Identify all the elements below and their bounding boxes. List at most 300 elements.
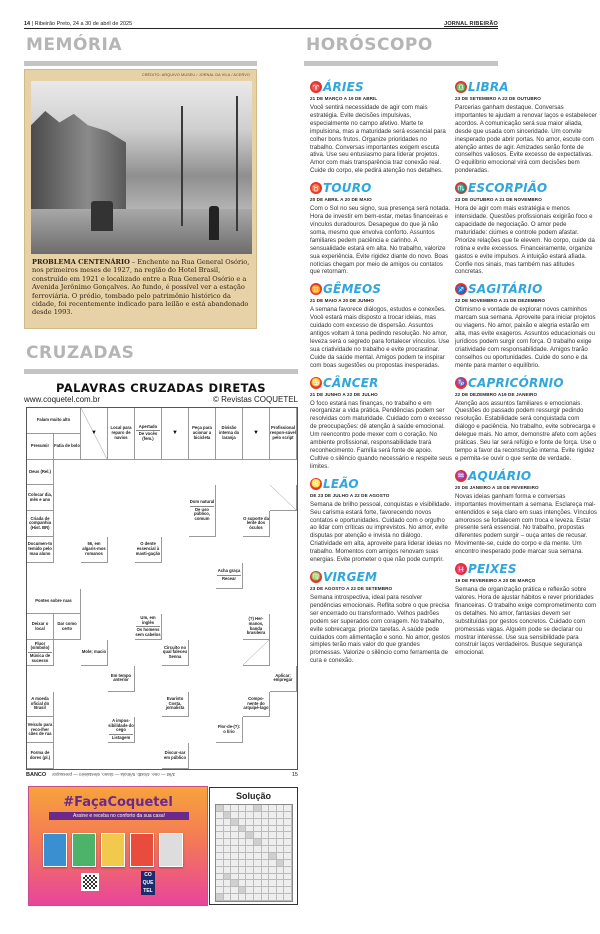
- solution-cell: [277, 894, 285, 901]
- solution-cell: [277, 839, 285, 846]
- sign-name: ESCORPIÃO: [468, 181, 548, 196]
- historic-photo: [31, 81, 252, 254]
- solution-cell: [231, 832, 239, 839]
- solution-cell: [262, 839, 270, 846]
- clue-cell: [54, 434, 81, 460]
- sign-entry: [455, 282, 597, 369]
- clue-cell: [270, 408, 297, 460]
- solution-cell: [277, 887, 285, 894]
- sign-header: [310, 181, 452, 195]
- clue-cell: [27, 537, 54, 563]
- magazine-cover: [43, 833, 67, 867]
- sign-dates: 22 DE DEZEMBRO A19 DE JANEIRO: [455, 391, 538, 397]
- solution-cell: [231, 819, 239, 826]
- clue-text: A impos-sibilidade do cego: [108, 718, 134, 733]
- solution-cell: [277, 874, 285, 881]
- clue-text: Apertado: [138, 423, 158, 429]
- solution-cell: [239, 894, 247, 901]
- crossword-copyright: © Revistas COQUETEL: [212, 395, 298, 404]
- memoria-divider: [24, 61, 257, 66]
- solution-cell: [269, 846, 277, 853]
- solution-cell: [254, 819, 262, 826]
- clue-text: Discur-sar em público: [163, 750, 187, 760]
- photo-credit: CRÉDITO: ARQUIVO MUSEU / JORNAL DA VILA / ACERVO: [141, 73, 250, 77]
- solution-cell: [216, 819, 224, 826]
- clue-cell: [135, 614, 162, 640]
- solution-cell: [231, 867, 239, 874]
- caption-text: – Enchente na Rua General Osório, nos primeiros meses de 1927, na região do Hotel Brasil, construído em 1921 e localizado entre a Rua General Osório e a Avenida Jerônimo Gonçalves. Ao fundo, é possível ver a estação ferroviária. O prédio, tombado pelo patrimônio histórico da cidade, foi recentemente indicado para leilão e está abandonado desde 1993.: [32, 258, 250, 317]
- solution-cell: [216, 846, 224, 853]
- solution-cell: [246, 826, 254, 833]
- sign-dates: 21 DE JUNHO A 22 DE JULHO: [310, 391, 378, 397]
- photo-pole: [236, 96, 238, 231]
- solution-cell: [239, 887, 247, 894]
- capricorn-icon: ♑: [456, 378, 466, 388]
- photo-pole: [181, 106, 183, 226]
- solution-cell: [246, 853, 254, 860]
- sign-name: LIBRA: [468, 80, 509, 94]
- sign-name: CÂNCER: [323, 375, 379, 390]
- solution-cell: [262, 819, 270, 826]
- solution-cell: [239, 826, 247, 833]
- solution-cell: [254, 826, 262, 833]
- solution-cell: [284, 860, 292, 867]
- solution-cell: [246, 805, 254, 812]
- clue-cell: [108, 408, 135, 460]
- sign-forecast: Semana introspectiva, ideal para resolver pendências emocionais. Reflita sobre o que precisa ser encerrado ou transformado. Velhos padrões podem ser superados com coragem. No trabalho, evite sobrecarga: priorize tarefas. A saúde pede cuidados com alimentação e sono. No amor, gestos simples terão mais valor do que grandes promessas. Valorize o silêncio como ferramenta de cura e conexão.: [310, 593, 450, 665]
- solution-cell: [224, 867, 232, 874]
- sign-entry: [455, 181, 597, 276]
- sign-entry: [455, 562, 597, 657]
- clue-text: Forma de dores (pl.): [29, 750, 51, 760]
- clue-text: Música de sucesso: [29, 652, 51, 663]
- solution-cell: [269, 860, 277, 867]
- solution-cell: [246, 846, 254, 853]
- sign-header: [310, 570, 452, 584]
- sign-forecast: Você sentirá necessidade de agir com mais estratégia. Evite decisões impulsivas, especialmente no campo afetivo. Marte te impulsiona, mas a maturidade será essencial para colher bons frutos. Organize prioridades no trabalho. Conversas importantes exigem escuta ativa. Use seu entusiasmo para liderar projetos. Amor com mais transparência traz conexão real. Cuide do corpo, ele pedirá atenção nos detalhes.: [310, 104, 446, 175]
- sign-name: ÁRIES: [323, 80, 364, 94]
- clue-cell: [243, 692, 270, 718]
- solution-cell: [269, 880, 277, 887]
- clue-text: Profissional respon-sável pelo script: [270, 425, 296, 440]
- edition-date: Ribeirão Preto, 24 a 30 de abril de 2025: [34, 21, 133, 27]
- solution-cell: [216, 853, 224, 860]
- clue-text: 56, em algaris-mos romanos: [82, 541, 106, 556]
- clue-text: Fluor (símbolo): [30, 640, 50, 651]
- sign-name: AQUÁRIO: [468, 468, 532, 483]
- divider-cell: [270, 485, 297, 511]
- photo-caption: [32, 258, 252, 317]
- clue-text: Peça para acionar a bicicleta: [192, 425, 212, 440]
- photo-person: [209, 206, 219, 240]
- solution-cell: [246, 874, 254, 881]
- sign-name: PEIXES: [468, 562, 517, 577]
- solution-cell: [262, 887, 270, 894]
- solution-cell: [216, 812, 224, 819]
- sign-forecast: Com o Sol no seu signo, sua presença será notada. Hora de investir em bem-estar, metas financeiras e vínculos duradouros. Desapegue do que já não soma, mesmo que envolva conforto. Assuntos familiares pedem paciência e carinho. A sensualidade estará em alta. No trabalho, valorize sua experiência. Evite rigidez diante do novo. Boas notícias chegam por meio de amigos ou contatos que retornam.: [310, 205, 451, 276]
- solution-cell: [284, 832, 292, 839]
- sign-dates: 23 DE OUTUBRO A 21 DE NOVEMBRO: [455, 197, 542, 203]
- qr-code-icon[interactable]: [81, 873, 99, 891]
- crossword-website: www.coquetel.com.br: [24, 395, 101, 404]
- solution-cell: [262, 860, 270, 867]
- taurus-icon: ♉: [311, 183, 321, 193]
- solution-cell: [254, 867, 262, 874]
- scorpio-icon: ♏: [456, 183, 466, 193]
- solution-cell: [254, 839, 262, 846]
- gemini-icon: ♊: [311, 284, 321, 294]
- solution-cell: [262, 880, 270, 887]
- sign-forecast: Semana de organização prática e reflexão sobre valores. Hora de ajustar hábitos e rever prioridades financeiras. O trabalho exige comprometimento com os detalhes. No amor, fantasias devem ser substituídas por gestos concretos. Cuidado com promessas vagas. Alguém pode se declarar ou mostrar interesse. Use sua sensibilidade para construir laços verdadeiros. Busque segurança emocional.: [455, 586, 597, 657]
- solution-cell: [239, 853, 247, 860]
- crossword-solution: [209, 787, 298, 905]
- solution-cell: [224, 853, 232, 860]
- solution-cell: [254, 874, 262, 881]
- solution-cell: [231, 812, 239, 819]
- solution-cell: [246, 832, 254, 839]
- horoscopo-title: HORÓSCOPO: [306, 35, 433, 55]
- solution-cell: [254, 853, 262, 860]
- solution-cell: [246, 819, 254, 826]
- clue-cell: [108, 717, 135, 743]
- sign-forecast: Hora de agir com mais estratégia e menos intensidade. Questões profissionais exigirão foco e capacidade de negociação. O amor pede maturidade: ciúmes e controle podem afastar. Priorize relações que te elevem. No corpo, cuide da rotina e evite excessos. Financeiramente, organize gastos e evite impulsos. A intuição estará afiada. Confie nos sinais, mas também nas atitudes concretas.: [455, 205, 595, 276]
- memoria-photo-frame: [24, 69, 257, 329]
- solution-cell: [277, 832, 285, 839]
- clue-text: Em tempo anterior: [110, 672, 132, 683]
- sign-entry: [310, 570, 452, 665]
- ad-tagline: Assine e receba no conforto da sua casa!: [49, 812, 189, 820]
- solution-cell: [246, 887, 254, 894]
- sign-header: [455, 469, 597, 483]
- clue-cell: [27, 434, 54, 460]
- clue-text: Documen-to temido pelo mau aluno: [27, 541, 53, 556]
- crossword-grid: [26, 407, 298, 770]
- solution-cell: [239, 867, 247, 874]
- solution-cell: [262, 894, 270, 901]
- sign-forecast: O foco estará nas finanças, no trabalho e em reorganizar a vida prática. Pendências podem ser resolvidas com maturidade. Cuidado com o excesso de preocupações: dê atenção à saúde emocional. Um reencontro pode mexer com o coração. No ambiente profissional, responsabilidade trará reconhecimento. Família será fonte de apoio. Cultive o silêncio quando necessário e respeite seus limites.: [310, 399, 452, 470]
- sign-header: [310, 376, 452, 390]
- solution-cell: [254, 887, 262, 894]
- clue-cell: [81, 640, 108, 666]
- clue-text: Flor-de-(?): o lírio: [217, 724, 241, 734]
- sign-entry: [310, 181, 452, 276]
- clue-cell: [27, 640, 54, 666]
- clue-text: Evaristo Costa, jornalista: [165, 696, 185, 711]
- clue-text: Os homens sem cabelos: [135, 627, 161, 637]
- clue-cell: [162, 692, 189, 718]
- solution-cell: [254, 846, 262, 853]
- solution-cell: [239, 846, 247, 853]
- solution-cell: [284, 839, 292, 846]
- solution-cell: [277, 819, 285, 826]
- solution-cell: [262, 874, 270, 881]
- solution-cell: [262, 805, 270, 812]
- clue-text: (?) Her-manos, banda brasileira: [246, 616, 266, 636]
- magazine-cover: [72, 833, 96, 867]
- solution-cell: [216, 887, 224, 894]
- solution-cell: [284, 867, 292, 874]
- sign-forecast: Atenção aos assuntos familiares e emocionais. Questões do passado podem ressurgir pedindo resolução. Estabilidade será conquistada com diálogo e paciência. No trabalho, evite sobrecarga e delegue mais. No amor, demonstre afeto com ações práticas. Seu lar será refúgio e fonte de força. Use o tempo a favor da reconstrução interna. Evite rigidez e permita-se ouvir o que sente de verdade.: [455, 399, 597, 462]
- sign-forecast: Novas ideias ganham forma e conversas importantes movimentam a semana. Esclareça mal-entendidos e seja claro em suas intenções. Vínculos amorosos se fortalecem com troca e leveza. Estar presente será essencial. No trabalho, propostas diferentes podem surgir – ouça antes de recusar. Movimente-se, cuide do corpo e da mente. Um encontro inesperado pode marcar sua semana.: [455, 492, 597, 556]
- clue-text: Falam muito alto: [36, 417, 71, 423]
- clue-text: O dente essencial à masti-gação: [135, 541, 161, 556]
- horoscope-column-right: [455, 80, 597, 663]
- clue-cell: [243, 614, 270, 640]
- solution-cell: [216, 832, 224, 839]
- clue-cell: [27, 717, 54, 743]
- sign-forecast: Otimismo e vontade de explorar novos caminhos marcam sua semana. Aproveite para iniciar projetos ou viagens. No amor, paixão e alegria estarão em alta, mas evite exageros. Assuntos educacionais ou jurídicos podem surgir com força. O trabalho exige criatividade com responsabilidade. Amigos trarão conselhos ou oportunidades. Cuide do sono e da mente para manter o equilíbrio.: [455, 306, 596, 369]
- sign-name: SAGITÁRIO: [468, 282, 543, 297]
- clue-text: Acha graça: [217, 568, 241, 573]
- sign-header: [455, 80, 597, 94]
- clue-text: Mole; macio: [81, 649, 107, 655]
- solution-cell: [224, 880, 232, 887]
- libra-icon: ♎: [456, 82, 466, 92]
- memoria-title: MEMÓRIA: [26, 35, 122, 55]
- horoscopo-divider: [304, 61, 498, 66]
- solution-cell: [262, 812, 270, 819]
- clue-text: Local para reparo de navios: [110, 425, 132, 440]
- solution-cell: [262, 832, 270, 839]
- clue-cell: [162, 640, 189, 666]
- solution-cell: [224, 832, 232, 839]
- solution-cell: [277, 846, 285, 853]
- solution-cell: [269, 819, 277, 826]
- solution-cell: [284, 846, 292, 853]
- solution-cell: [254, 860, 262, 867]
- sign-name: TOURO: [323, 181, 372, 196]
- solution-cell: [216, 867, 224, 874]
- solution-cell: [216, 880, 224, 887]
- solution-cell: [231, 839, 239, 846]
- solution-cell: [284, 805, 292, 812]
- magazine-cover: [159, 833, 183, 867]
- arrow-down-icon: ▼: [172, 430, 178, 437]
- solution-cell: [239, 839, 247, 846]
- solution-title: Solução: [235, 791, 271, 801]
- crossword-title: PALAVRAS CRUZADAS DIRETAS: [56, 381, 266, 395]
- solution-cell: [231, 887, 239, 894]
- clue-text: Veículo para reco-lher cães de rua: [27, 721, 53, 737]
- sign-header: [455, 376, 597, 390]
- clue-text: Aplicar; empregar: [273, 672, 293, 683]
- solution-cell: [284, 826, 292, 833]
- solution-cell: [224, 839, 232, 846]
- clue-cell: [81, 408, 108, 460]
- solution-cell: [231, 846, 239, 853]
- clue-text: De uso público, comum: [193, 506, 211, 521]
- solution-cell: [224, 812, 232, 819]
- solution-cell: [246, 880, 254, 887]
- sign-name: LEÃO: [323, 476, 359, 491]
- aquarius-icon: ♒: [456, 471, 466, 481]
- clue-cell: [27, 408, 81, 434]
- solution-cell: [224, 826, 232, 833]
- solution-cell: [239, 880, 247, 887]
- coquetel-ad[interactable]: [28, 786, 208, 906]
- sign-entry: [310, 282, 452, 369]
- solution-cell: [284, 819, 292, 826]
- clue-text: Listagem: [111, 734, 131, 740]
- clue-cell: [81, 537, 108, 563]
- sign-forecast: A semana favorece diálogos, estudos e conexões. Você estará mais disposto a trocar ideias, mas cuidado com excesso de dispersão. Assuntos antigos voltam à tona pedindo resolução. No amor, leveza será o segredo para fortalecer vínculos. Use sua criatividade no trabalho e evite procrastinar. Cuide da saúde mental. Amigos podem te inspirar com boas sugestões ou propostas inesperadas.: [310, 306, 450, 369]
- clue-text: Presumir: [30, 442, 50, 448]
- sign-dates: 23 DE AGOSTO A 22 DE SETEMBRO: [310, 585, 393, 591]
- clue-cell: [162, 408, 189, 460]
- solution-cell: [239, 812, 247, 819]
- sign-name: GÊMEOS: [323, 282, 382, 297]
- sign-entry: [310, 477, 452, 564]
- clue-text: Recear: [222, 575, 236, 581]
- solution-cell: [269, 812, 277, 819]
- solution-cell: [254, 832, 262, 839]
- solution-cell: [277, 853, 285, 860]
- sign-dates: 19 DE FEVEREIRO A 20 DE MARÇO: [455, 578, 536, 584]
- virgo-icon: ♍: [311, 572, 321, 582]
- clue-cell: [27, 460, 54, 486]
- solution-cell: [231, 874, 239, 881]
- solution-cell: [216, 894, 224, 901]
- clue-text: Compo-nente do arquipé-lago: [243, 696, 269, 711]
- sign-entry: [455, 469, 597, 556]
- solution-cell: [246, 867, 254, 874]
- solution-cell: [269, 805, 277, 812]
- solution-cell: [239, 874, 247, 881]
- solution-cell: [216, 805, 224, 812]
- sign-dates: 20 DE ABRIL A 20 DE MAIO: [310, 197, 372, 203]
- solution-grid: [215, 804, 293, 902]
- solution-cell: [284, 887, 292, 894]
- sign-header: [310, 477, 452, 491]
- solution-cell: [239, 805, 247, 812]
- solution-cell: [231, 826, 239, 833]
- solution-cell: [277, 860, 285, 867]
- sign-header: [455, 282, 597, 296]
- clue-cell: [27, 485, 54, 511]
- sign-name: CAPRICÓRNIO: [468, 375, 564, 390]
- clue-text: Colocar dia, mês e ano: [28, 492, 52, 502]
- newspaper-brand: JORNAL RIBEIRÃO: [444, 21, 498, 27]
- solution-cell: [254, 894, 262, 901]
- banco-label: BANCO: [26, 772, 47, 778]
- clue-cell: [54, 614, 81, 640]
- solution-cell: [231, 853, 239, 860]
- clue-text: Divisão interna da laranja: [218, 425, 239, 440]
- clue-cell: [189, 408, 216, 460]
- clue-cell: [27, 614, 54, 640]
- sign-header: [310, 80, 452, 94]
- sign-entry: [310, 376, 452, 471]
- solution-cell: [284, 812, 292, 819]
- solution-cell: [277, 805, 285, 812]
- solution-cell: [224, 805, 232, 812]
- solution-cell: [224, 846, 232, 853]
- clue-text: Criada de companhia (Hist. BR): [28, 515, 52, 530]
- page-info: 14 | Ribeirão Preto, 24 a 30 de abril de 2025: [24, 21, 133, 27]
- sign-header: [455, 181, 597, 195]
- magazine-covers: [43, 833, 183, 867]
- sign-dates: 21 DE MARÇO A 19 DE ABRIL: [310, 96, 378, 101]
- page-reference: 15: [291, 772, 298, 778]
- divider-cell: [243, 640, 270, 666]
- sign-dates: 20 DE JANEIRO A 18 DE FEVEREIRO: [455, 484, 539, 490]
- clue-text: De vocês (fem.): [138, 431, 158, 442]
- solution-cell: [284, 880, 292, 887]
- solution-cell: [269, 874, 277, 881]
- solution-cell: [224, 874, 232, 881]
- solution-cell: [284, 894, 292, 901]
- solution-cell: [269, 894, 277, 901]
- page-number: 14: [24, 21, 31, 27]
- clue-cell: [162, 743, 189, 769]
- solution-cell: [231, 894, 239, 901]
- sign-header: [310, 282, 452, 296]
- solution-cell: [246, 894, 254, 901]
- clue-cell: [243, 408, 270, 460]
- solution-cell: [239, 832, 247, 839]
- sign-forecast: Semana de brilho pessoal, conquistas e visibilidade. Seu carisma estará forte, favorecendo novos contatos e oportunidades. Cuidado com o orgulho ao lidar com críticas ou imprevistos. No amor, evite disputas por atenção e invista no diálogo. Criatividade em alta, aproveite para liderar ideias no trabalho. Momentos com amigos renovam suas energias. Evite prometer o que não pode cumprir.: [310, 500, 452, 564]
- clue-text: Circuito no qual faleceu Senna: [162, 644, 188, 659]
- clue-cell: [108, 666, 135, 692]
- solution-cell: [269, 867, 277, 874]
- solution-cell: [231, 805, 239, 812]
- clue-cell: [216, 408, 243, 460]
- solution-cell: [269, 887, 277, 894]
- clue-text: Um, em inglês: [140, 614, 156, 625]
- banco-words: 3/lst — one. 4/ostb. 5/imola — tirano. 6/estaleiro — pressupor: [52, 772, 176, 777]
- coquetel-logo: CO QUE TEL: [142, 872, 154, 894]
- clue-cell: [27, 692, 54, 718]
- solution-cell: [269, 853, 277, 860]
- solution-cell: [262, 826, 270, 833]
- clue-cell: [216, 563, 243, 589]
- aries-icon: ♈: [311, 82, 321, 92]
- sign-entry: [310, 80, 452, 175]
- solution-cell: [224, 860, 232, 867]
- magazine-cover: [101, 833, 125, 867]
- solution-cell: [216, 860, 224, 867]
- clue-cell: [27, 511, 54, 537]
- solution-cell: [284, 874, 292, 881]
- magazine-cover: [130, 833, 154, 867]
- crossword-subheader: [24, 395, 298, 404]
- clue-cell: [216, 717, 243, 743]
- clue-text: Dar como certo: [57, 621, 77, 631]
- leo-icon: ♌: [311, 479, 321, 489]
- sign-entry: [455, 376, 597, 463]
- clue-cell: [135, 408, 162, 460]
- clue-text: O suporte da lente dos óculos: [243, 515, 269, 530]
- sign-entry: [455, 80, 597, 175]
- arrow-down-icon: ▼: [253, 430, 259, 437]
- solution-cell: [224, 894, 232, 901]
- sign-name: VIRGEM: [323, 569, 378, 584]
- solution-cell: [231, 880, 239, 887]
- solution-cell: [284, 853, 292, 860]
- page-header: [24, 19, 498, 29]
- solution-cell: [262, 846, 270, 853]
- sign-forecast: Parcerias ganham destaque. Conversas importantes te ajudam a renovar laços e estabelecer acordos. A comunicação será sua maior aliada, desde que usada com sinceridade. Um convite inesperado pode abrir portas. No amor, escute com atenção antes de agir. Amizades serão fonte de conselhos valiosos. Evite excesso de expectativas. O equilíbrio emocional virá com decisões bem ponderadas.: [455, 104, 597, 175]
- arrow-down-icon: ▼: [91, 430, 97, 437]
- clue-cell: [135, 537, 162, 563]
- solution-cell: [216, 826, 224, 833]
- solution-cell: [269, 839, 277, 846]
- clue-text: Dom natural: [189, 498, 215, 504]
- photo-carriage: [91, 201, 113, 231]
- solution-cell: [224, 887, 232, 894]
- solution-cell: [224, 819, 232, 826]
- clue-cell: [27, 743, 54, 769]
